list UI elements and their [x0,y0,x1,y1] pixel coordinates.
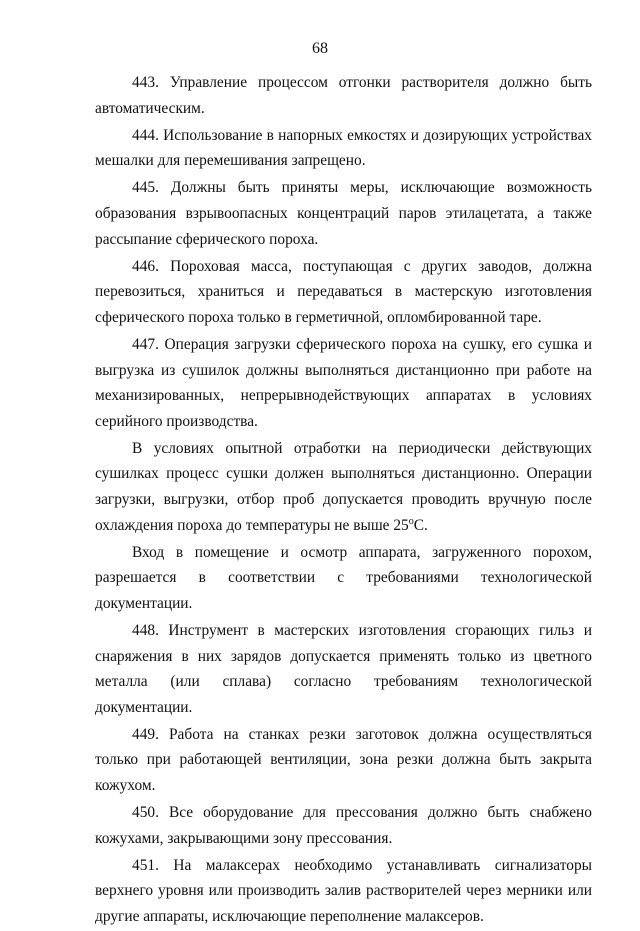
paragraph-448: 448. Инструмент в мастерских изготовления сгорающих гильз и снаряжения в них зарядов допускается применять только из цветного металла (или сплава) согласно требованиям технологической документации. [95,621,592,716]
paragraph-447-pilot-drying [95,436,592,538]
paragraph-447: 447. Операция загрузки сферического пороха на сушку, его сушка и выгрузка из сушилок должны выполняться дистанционно при работе на механизированных, непрерывнодействующих аппаратах в условиях серийного производства. [95,335,592,430]
paragraph-446: 446. Пороховая масса, поступающая с других заводов, должна перевозиться, храниться и передаваться в мастерскую изготовления сферического пороха только в герметичной, опломбированной таре. [95,257,592,326]
paragraph-443: 443. Управление процессом отгонки растворителя должно быть автоматическим. [95,74,592,117]
paragraph-447-pilot-drying-text: В условиях опытной отработки на периодически действующих сушилках процесс сушки должен выполняться дистанционно. Операции загрузки, выгрузки, отбор проб допускается проводить вручную после охлаждения пороха до температуры не выше 25 [95,439,592,534]
temperature-unit: С. [413,516,428,534]
document-body [95,70,592,931]
paragraph-444: 444. Использование в напорных емкостях и дозирующих устройствах мешалки для перемешивания запрещено. [95,126,592,170]
paragraph-445: 445. Должны быть приняты меры, исключающие возможность образования взрывоопасных концентраций паров этилацетата, а также рассыпание сферического пороха. [95,179,592,248]
paragraph-449: 449. Работа на станках резки заготовок должна осуществляться только при работающей вентиляции, зона резки должна быть закрыта кожухом. [95,725,592,795]
degree-superscript: о [408,515,414,527]
paragraph-447-entry: Вход в помещение и осмотр аппарата, загруженного порохом, разрешается в соответствии с требованиями технологической документации. [95,543,592,612]
paragraph-450: 450. Все оборудование для прессования должно быть снабжено кожухами, закрывающими зону прессования. [95,804,592,847]
paragraph-451: 451. На малаксерах необходимо устанавливать сигнализаторы верхнего уровня или производить залив растворителей через мерники или другие аппараты, исключающие переполнение малаксеров. [95,856,592,925]
page-number: 68 [312,40,328,57]
